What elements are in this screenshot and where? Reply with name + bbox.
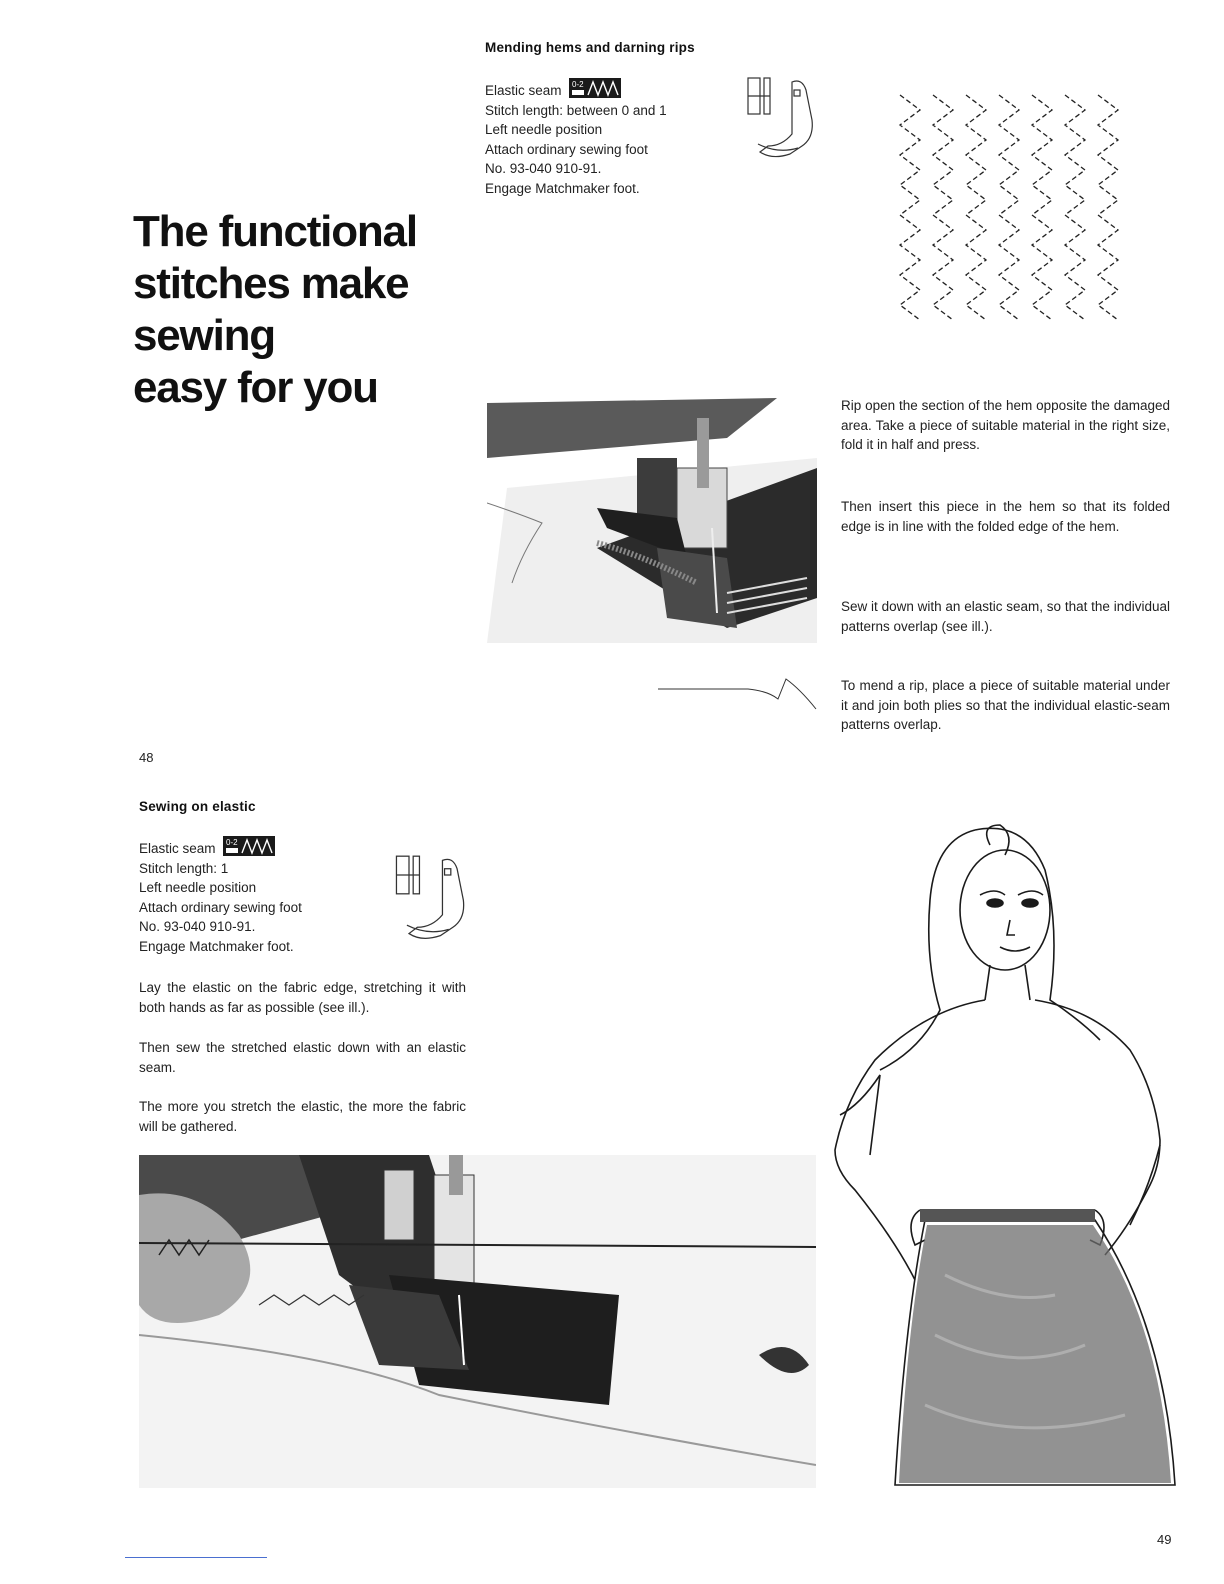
mending-paragraph: Rip open the section of the hem opposite the damaged area. Take a piece of suitable material in the right size, fold it in half and press.: [841, 398, 1170, 453]
page-title: [133, 206, 473, 414]
mending-spec-list: [485, 78, 745, 199]
sewing-foot-icon: [392, 852, 472, 944]
title-line: The functional: [133, 207, 417, 256]
mending-paragraph: Then insert this piece in the hem so that its folded edge is in line with the folded edge of the hem.: [841, 499, 1170, 534]
title-line: sewing: [133, 311, 275, 360]
mending-spec-line: Attach ordinary sewing foot: [485, 141, 648, 157]
mending-heading: Mending hems and darning rips: [485, 40, 695, 55]
pointer-line: [658, 675, 823, 715]
sewing-elastic-photo: [139, 1155, 816, 1488]
title-line: easy for you: [133, 363, 378, 412]
mending-spec-line: Elastic seam 0-2: [485, 78, 745, 101]
page-number-left: 48: [139, 750, 154, 765]
elastic-seam-pattern-illustration: [895, 90, 1125, 330]
elastic-spec-line: Attach ordinary sewing foot: [139, 899, 302, 915]
title-line: stitches make: [133, 259, 409, 308]
svg-text:0-2: 0-2: [572, 80, 584, 89]
mending-paragraph: To mend a rip, place a piece of suitable material under it and join both plies so that the individual elastic-seam patterns overlap.: [841, 678, 1170, 733]
svg-text:0-2: 0-2: [226, 838, 238, 847]
elastic-spec-line: No. 93-040 910-91.: [139, 919, 256, 935]
mending-spec-line: Engage Matchmaker foot.: [485, 180, 640, 196]
elastic-spec-list: [139, 836, 389, 957]
elastic-heading: Sewing on elastic: [139, 799, 256, 814]
elastic-seam-stitch-icon: [223, 836, 275, 856]
elastic-paragraph: Then sew the stretched elastic down with an elastic seam.: [139, 1040, 466, 1075]
elastic-spec-line: Elastic seam 0-2: [139, 836, 389, 859]
mending-paragraph: Sew it down with an elastic seam, so that the individual patterns overlap (see ill.).: [841, 599, 1170, 634]
elastic-spec-line: Left needle position: [139, 880, 257, 896]
elastic-spec-line: Stitch length: 1: [139, 860, 229, 876]
mending-spec-line: Stitch length: between 0 and 1: [485, 102, 667, 118]
elastic-paragraph: The more you stretch the elastic, the more the fabric will be gathered.: [139, 1099, 466, 1134]
page-number-right: 49: [1157, 1532, 1172, 1547]
page-divider: [125, 1557, 267, 1558]
elastic-paragraph: Lay the elastic on the fabric edge, stretching it with both hands as far as possible (see ill.).: [139, 980, 466, 1015]
mending-spec-line: Left needle position: [485, 122, 603, 138]
elastic-seam-stitch-icon: [569, 78, 621, 98]
mending-hem-photo: [487, 398, 817, 643]
elastic-spec-line: Engage Matchmaker foot.: [139, 938, 294, 954]
sewing-foot-icon: [744, 74, 820, 162]
mending-spec-line: No. 93-040 910-91.: [485, 161, 602, 177]
woman-gathered-skirt-illustration: [825, 815, 1180, 1490]
